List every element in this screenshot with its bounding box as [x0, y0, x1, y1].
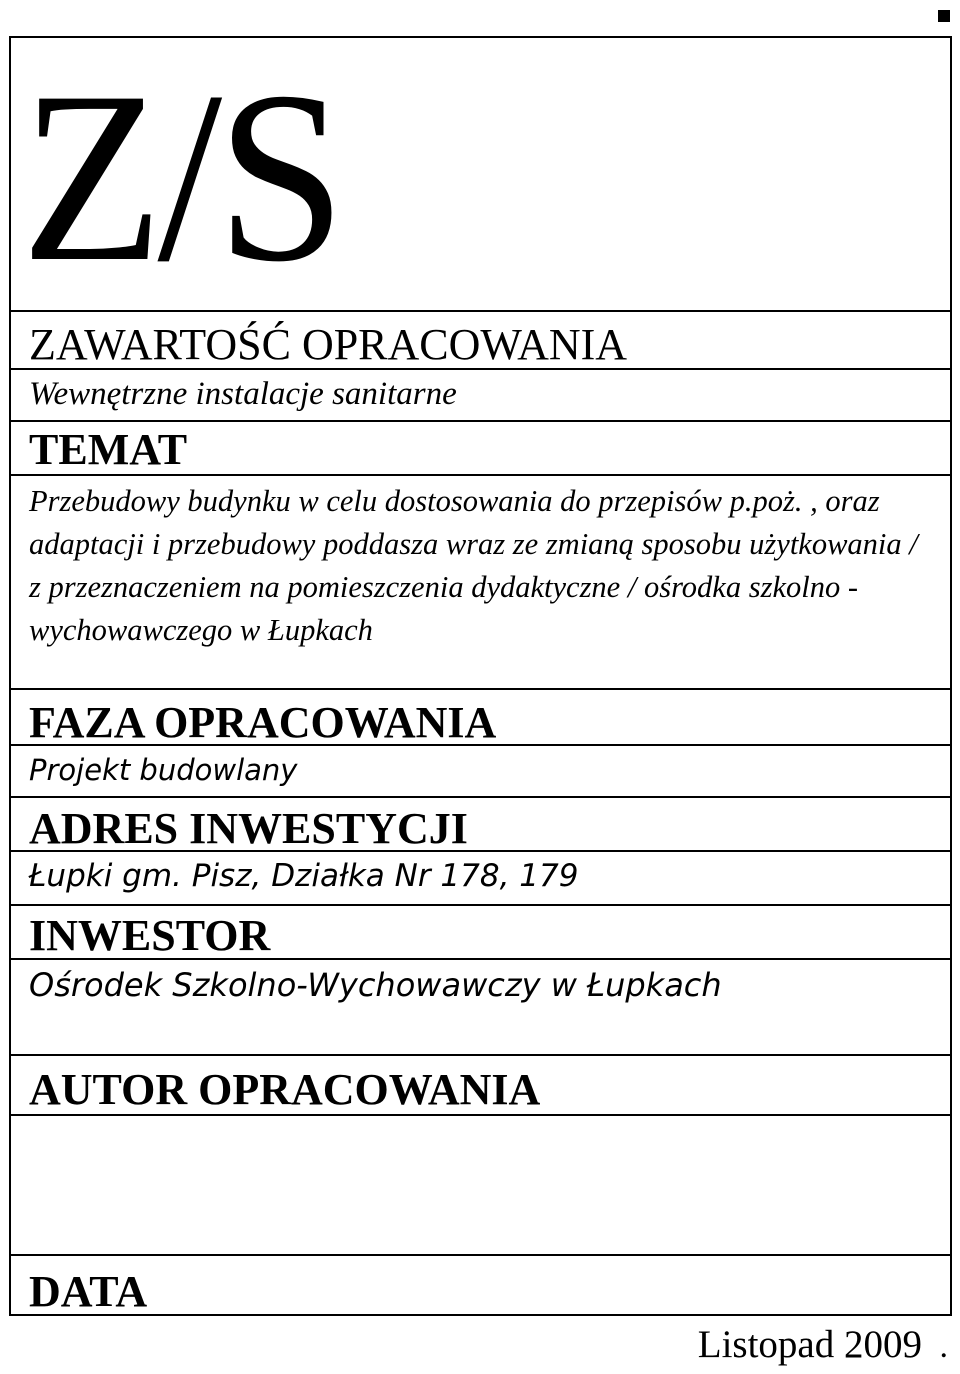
- contents-value: Wewnętrzne instalacje sanitarne: [29, 376, 457, 412]
- divider: [11, 796, 950, 798]
- divider: [11, 310, 950, 312]
- contents-heading: ZAWARTOŚĆ OPRACOWANIA: [29, 320, 628, 369]
- divider: [11, 688, 950, 690]
- divider: [11, 904, 950, 906]
- trailing-mark: .: [939, 1328, 948, 1365]
- phase-value: Projekt budowlany: [29, 753, 298, 787]
- author-heading: AUTOR OPRACOWANIA: [29, 1065, 541, 1114]
- divider: [11, 420, 950, 422]
- title-block-frame: [9, 36, 952, 1316]
- investor-heading: INWESTOR: [29, 911, 271, 960]
- divider: [11, 850, 950, 852]
- divider: [11, 474, 950, 476]
- divider: [11, 1114, 950, 1116]
- address-value: Łupki gm. Pisz, Działka Nr 178, 179: [29, 858, 579, 894]
- subject-heading: TEMAT: [29, 425, 188, 474]
- phase-heading: FAZA OPRACOWANIA: [29, 698, 497, 747]
- drawing-code: Z/S: [21, 41, 341, 312]
- investor-value: Ośrodek Szkolno-Wychowawczy w Łupkach: [29, 966, 722, 1004]
- divider: [11, 1054, 950, 1056]
- divider: [11, 744, 950, 746]
- date-heading: DATA: [29, 1267, 148, 1316]
- subject-value: Przebudowy budynku w celu dostosowania do przepisów p.poż. , oraz adaptacji i przebudowy poddasza wraz ze zmianą sposobu użytkowania / z przeznaczeniem na pomieszczenia dydaktyczne / ośrodka szkolno - wychowawczego w Łupkach: [29, 484, 918, 647]
- address-heading: ADRES INWESTYCJI: [29, 804, 468, 853]
- date-value: Listopad 2009: [697, 1323, 922, 1366]
- divider: [11, 1254, 950, 1256]
- divider: [11, 958, 950, 960]
- divider: [11, 368, 950, 370]
- corner-mark: [938, 10, 950, 22]
